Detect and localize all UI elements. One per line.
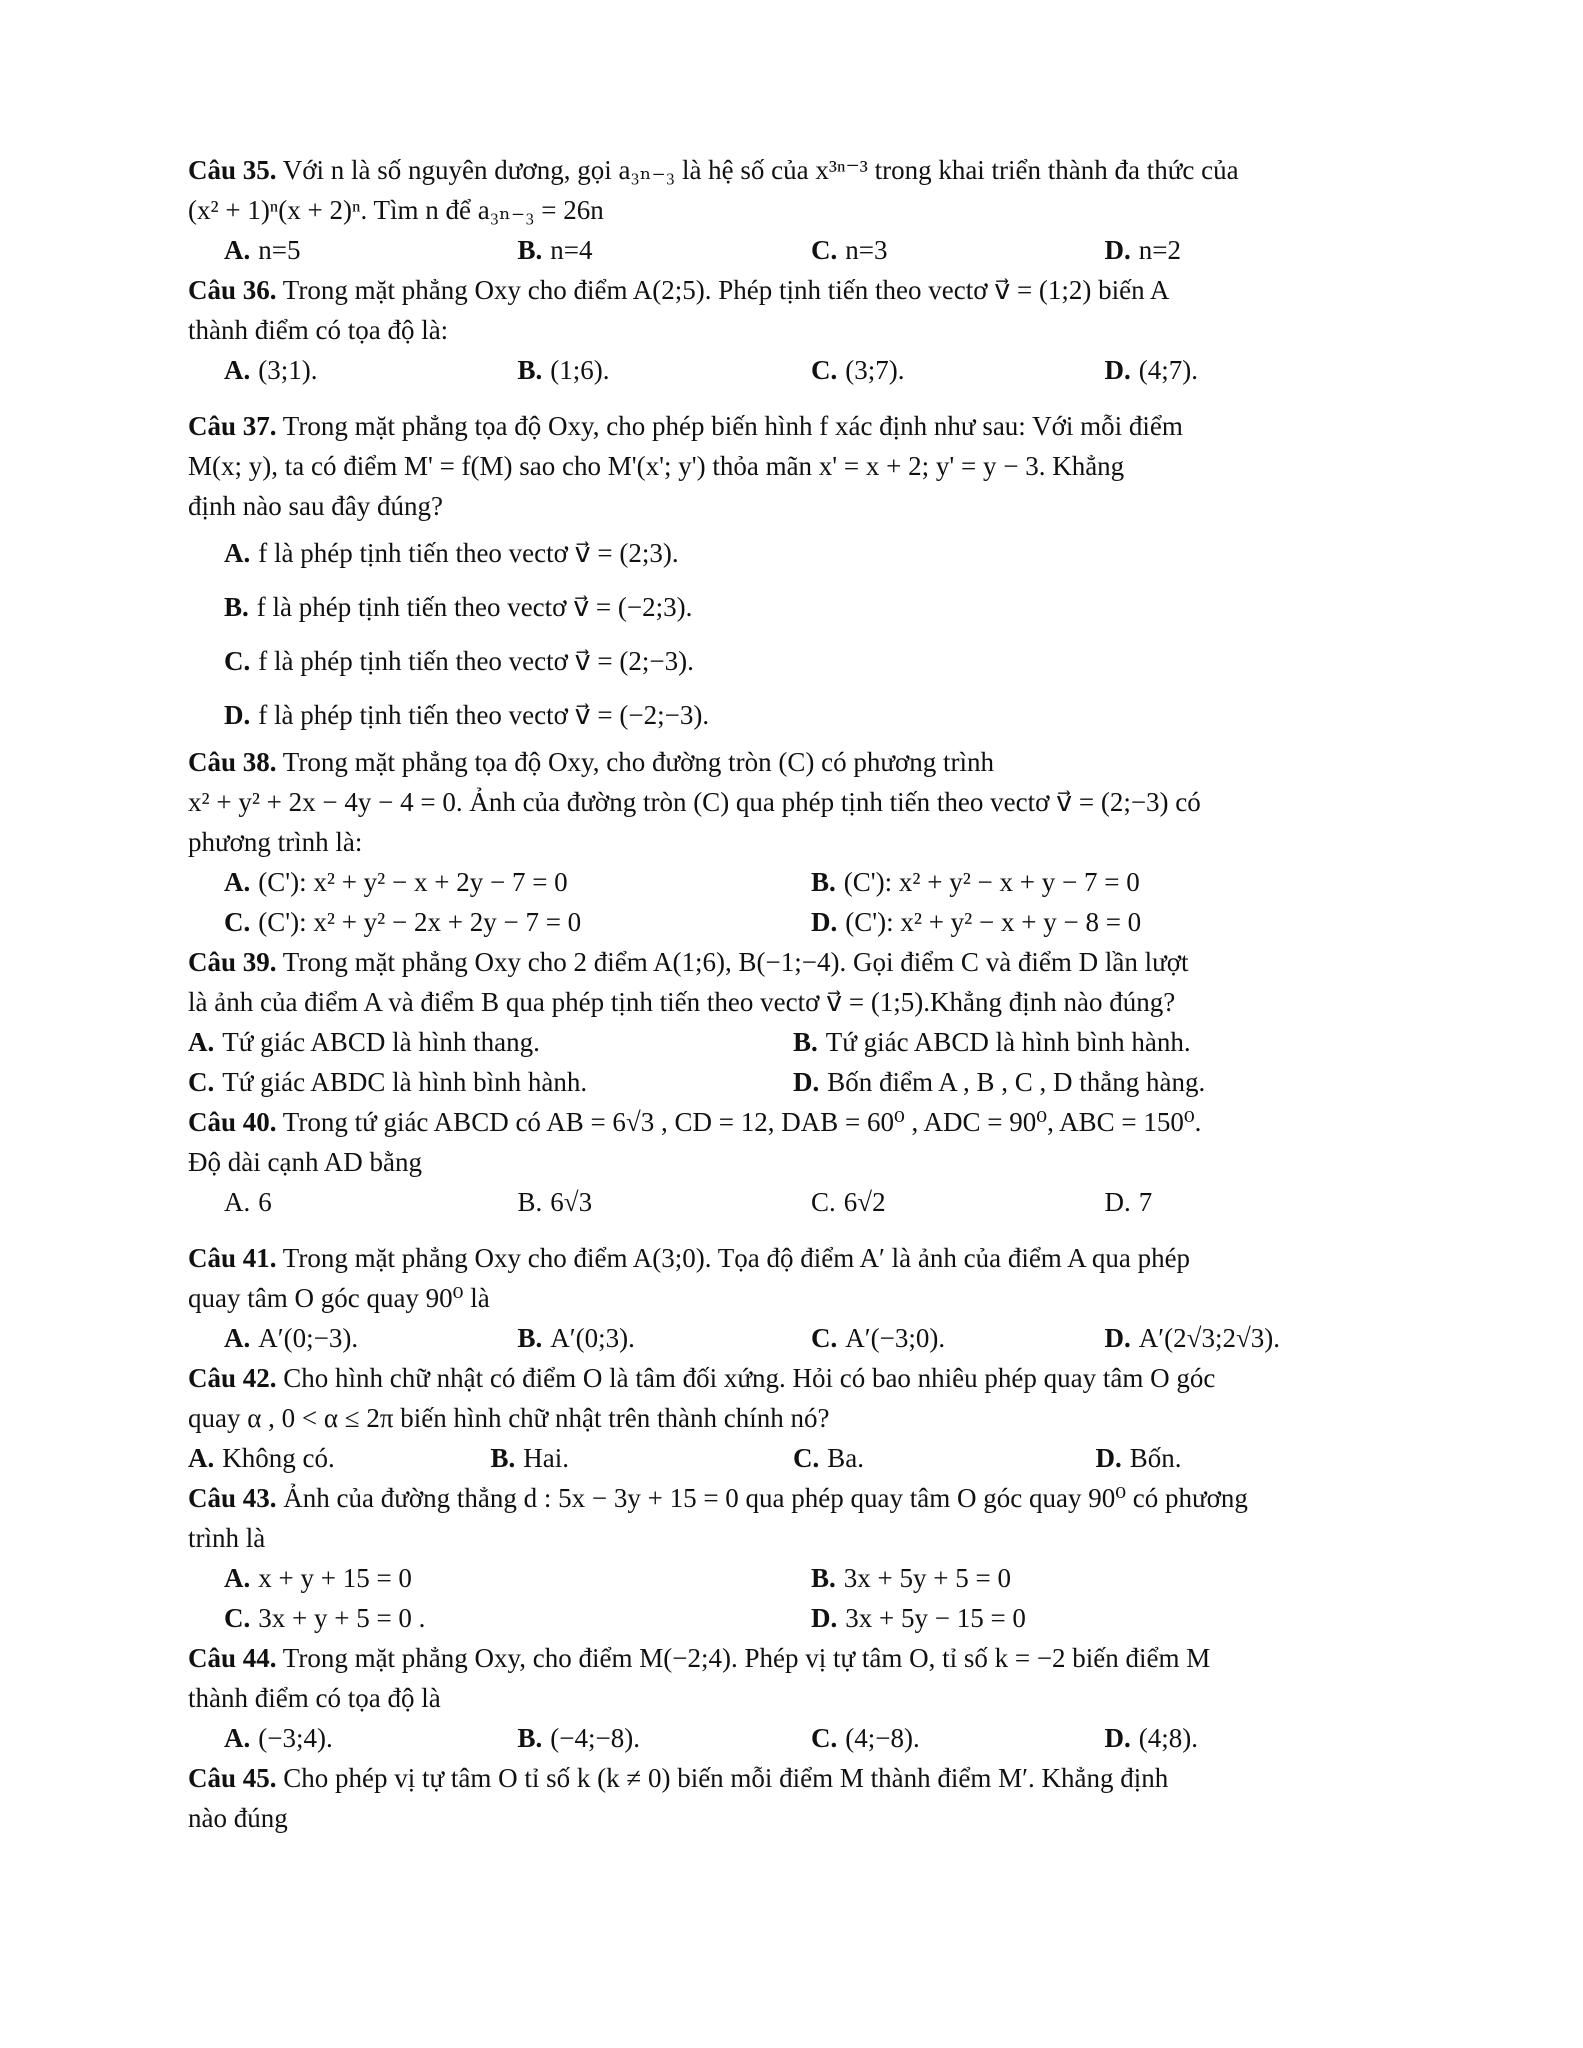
question-text-line <box>188 1102 1398 1142</box>
option-label: D. <box>1104 1187 1131 1217</box>
question-label: Câu 44. <box>188 1643 277 1673</box>
answer-option <box>811 1318 1105 1358</box>
answer-option <box>224 1558 811 1598</box>
answer-option <box>811 350 1105 390</box>
answer-option <box>224 1318 518 1358</box>
answer-option <box>793 1438 1096 1478</box>
question-label: Câu 42. <box>188 1363 277 1393</box>
spacer <box>188 390 1398 406</box>
option-label: C. <box>224 646 251 676</box>
question-text: Cho phép vị tự tâm O tỉ số k (k ≠ 0) biến mỗi điểm M thành điểm M′. Khẳng định <box>283 1763 1169 1793</box>
option-label: C. <box>224 907 251 937</box>
option-text: Bốn. <box>1129 1443 1182 1473</box>
spacer <box>188 1222 1398 1238</box>
question-label: Câu 40. <box>188 1107 277 1137</box>
option-text: Tứ giác ABCD là hình bình hành. <box>825 1027 1191 1057</box>
question-text: Trong mặt phẳng Oxy cho 2 điểm A(1;6), B(−1;−4). Gọi điểm C và điểm D lần lượt <box>282 947 1189 977</box>
answer-option <box>518 350 812 390</box>
answer-option <box>1105 1318 1399 1358</box>
option-label: B. <box>517 1187 543 1217</box>
option-text: 3x + 5y − 15 = 0 <box>845 1603 1026 1633</box>
option-text: Hai. <box>523 1443 569 1473</box>
option-label: D. <box>224 700 251 730</box>
option-label: D. <box>1104 355 1131 385</box>
question-text-line <box>188 1478 1398 1518</box>
option-text: n=2 <box>1138 235 1181 265</box>
option-label: A. <box>224 1187 251 1217</box>
answer-option <box>188 1062 793 1102</box>
question-text: Trong mặt phẳng tọa độ Oxy, cho phép biến hình f xác định như sau: Với mỗi điểm <box>282 411 1183 441</box>
answer-option <box>188 1022 793 1062</box>
answer-option <box>518 1718 812 1758</box>
option-row <box>224 526 1398 580</box>
question-text-line <box>188 1142 1398 1182</box>
question-text-line <box>188 742 1398 782</box>
answer-option <box>224 902 811 942</box>
option-label: A. <box>188 1027 215 1057</box>
question-text-line <box>188 1638 1398 1678</box>
answer-option <box>811 902 1398 942</box>
question-label: Câu 38. <box>188 747 277 777</box>
option-label: A. <box>188 1443 215 1473</box>
question-text-line <box>188 1238 1398 1278</box>
question-37 <box>188 406 1398 742</box>
question-35 <box>188 150 1398 270</box>
answer-option <box>518 230 812 270</box>
question-text-line <box>188 310 1398 350</box>
options-row <box>188 1062 1398 1102</box>
answer-option <box>1105 350 1399 390</box>
option-text: x + y + 15 = 0 <box>258 1563 412 1593</box>
option-label: B. <box>224 592 249 622</box>
answer-option <box>224 1598 811 1638</box>
question-label: Câu 45. <box>188 1763 277 1793</box>
question-text: Trong mặt phẳng Oxy cho điểm A(2;5). Phép tịnh tiến theo vectơ v⃗ = (1;2) biến A <box>282 275 1170 305</box>
option-label: B. <box>517 355 543 385</box>
question-text-line <box>188 1798 1398 1838</box>
option-text: Ba. <box>827 1443 864 1473</box>
options-row <box>188 1598 1398 1638</box>
option-text: A′(0;−3). <box>258 1323 359 1353</box>
answer-option <box>1096 1438 1399 1478</box>
answer-option <box>224 646 694 676</box>
options-row <box>188 1438 1398 1478</box>
answer-option <box>811 1718 1105 1758</box>
options-list <box>188 526 1398 742</box>
option-label: A. <box>224 1563 251 1593</box>
option-text: (−3;4). <box>258 1723 333 1753</box>
option-label: C. <box>811 1323 838 1353</box>
answer-option <box>491 1438 794 1478</box>
question-text: trình là <box>188 1523 266 1553</box>
answer-option <box>1105 1718 1399 1758</box>
question-label: Câu 41. <box>188 1243 277 1273</box>
question-text-line <box>188 270 1398 310</box>
question-36 <box>188 270 1398 390</box>
option-label: C. <box>811 1723 838 1753</box>
option-label: A. <box>224 538 251 568</box>
option-label: D. <box>1104 1723 1131 1753</box>
option-label: A. <box>224 235 251 265</box>
answer-option <box>811 1182 1105 1222</box>
option-label: D. <box>1104 1323 1131 1353</box>
question-text: quay α , 0 < α ≤ 2π biến hình chữ nhật trên thành chính nó? <box>188 1403 830 1433</box>
answer-option <box>811 230 1105 270</box>
option-text: 6 <box>258 1187 272 1217</box>
option-text: f là phép tịnh tiến theo vectơ v⃗ = (2;−3). <box>258 646 694 676</box>
option-label: C. <box>793 1443 820 1473</box>
option-text: 7 <box>1138 1187 1153 1217</box>
option-label: C. <box>188 1067 215 1097</box>
option-label: A. <box>224 1723 251 1753</box>
option-text: (C'): x² + y² − x + 2y − 7 = 0 <box>258 867 568 897</box>
option-label: C. <box>811 1187 836 1217</box>
option-text: Tứ giác ABCD là hình thang. <box>222 1027 540 1057</box>
question-text: là ảnh của điểm A và điểm B qua phép tịnh tiến theo vectơ v⃗ = (1;5).Khẳng định nào đúng? <box>188 987 1176 1017</box>
question-text-line <box>188 1758 1398 1798</box>
answer-option <box>224 230 518 270</box>
option-text: A′(2√3;2√3). <box>1138 1323 1281 1353</box>
option-text: A′(0;3). <box>550 1323 635 1353</box>
option-label: A. <box>224 1323 251 1353</box>
option-text: (3;1). <box>258 355 318 385</box>
question-text: nào đúng <box>188 1803 288 1833</box>
option-text: 6√3 <box>550 1187 593 1217</box>
option-label: B. <box>490 1443 516 1473</box>
option-text: Bốn điểm A , B , C , D thẳng hàng. <box>827 1067 1206 1097</box>
question-42 <box>188 1358 1398 1478</box>
option-label: C. <box>811 235 838 265</box>
options-row <box>188 862 1398 902</box>
answer-option <box>188 1438 491 1478</box>
option-row <box>224 580 1398 634</box>
option-label: D. <box>793 1067 820 1097</box>
options-row <box>188 1718 1398 1758</box>
question-text-line <box>188 1678 1398 1718</box>
option-label: A. <box>224 355 251 385</box>
question-text: định nào sau đây đúng? <box>188 491 443 521</box>
question-text-line <box>188 1398 1398 1438</box>
question-text: thành điểm có tọa độ là: <box>188 315 449 345</box>
question-text: (x² + 1)ⁿ(x + 2)ⁿ. Tìm n để a₃ₙ₋₃ = 26n <box>188 195 604 225</box>
option-label: B. <box>793 1027 818 1057</box>
option-text: n=4 <box>550 235 593 265</box>
question-text: quay tâm O góc quay 90⁰ là <box>188 1283 490 1313</box>
option-label: D. <box>1104 235 1131 265</box>
options-row <box>188 1022 1398 1062</box>
option-label: B. <box>811 867 836 897</box>
question-text: Cho hình chữ nhật có điểm O là tâm đối xứng. Hỏi có bao nhiêu phép quay tâm O góc <box>283 1363 1216 1393</box>
option-text: n=5 <box>258 235 301 265</box>
answer-option <box>811 862 1398 902</box>
answer-option <box>518 1182 812 1222</box>
option-text: n=3 <box>845 235 888 265</box>
question-text-line <box>188 822 1398 862</box>
option-text: A′(−3;0). <box>845 1323 946 1353</box>
option-label: A. <box>224 867 251 897</box>
option-label: C. <box>811 355 838 385</box>
options-row <box>188 1558 1398 1598</box>
answer-option <box>224 592 692 622</box>
options-row <box>188 1182 1398 1222</box>
question-text-line <box>188 190 1398 230</box>
option-text: f là phép tịnh tiến theo vectơ v⃗ = (2;3). <box>258 538 679 568</box>
question-text: Trong mặt phẳng Oxy cho điểm A(3;0). Tọa độ điểm A′ là ảnh của điểm A qua phép <box>282 1243 1191 1273</box>
question-43 <box>188 1478 1398 1638</box>
option-text: Không có. <box>222 1443 335 1473</box>
answer-option <box>224 538 679 568</box>
question-text: thành điểm có tọa độ là <box>188 1683 441 1713</box>
option-row <box>224 688 1398 742</box>
question-text: Trong tứ giác ABCD có AB = 6√3 , CD = 12, DAB = 60⁰ , ADC = 90⁰, ABC = 150⁰. <box>282 1107 1202 1137</box>
answer-option <box>1105 230 1399 270</box>
option-text: 6√2 <box>843 1187 886 1217</box>
answer-option <box>224 862 811 902</box>
question-text: Trong mặt phẳng tọa độ Oxy, cho đường tròn (C) có phương trình <box>282 747 995 777</box>
options-row <box>188 902 1398 942</box>
question-text: M(x; y), ta có điểm M' = f(M) sao cho M'(x'; y') thỏa mãn x' = x + 2; y' = y − 3. Khẳng <box>188 451 1125 481</box>
option-text: (4;−8). <box>845 1723 920 1753</box>
question-text: Ảnh của đường thẳng d : 5x − 3y + 15 = 0 qua phép quay tâm O góc quay 90⁰ có phương <box>283 1483 1248 1513</box>
question-text-line <box>188 1358 1398 1398</box>
question-text-line <box>188 150 1398 190</box>
option-label: B. <box>517 1723 543 1753</box>
option-text: (−4;−8). <box>550 1723 640 1753</box>
option-label: D. <box>811 907 838 937</box>
question-text-line <box>188 982 1398 1022</box>
answer-option <box>224 1718 518 1758</box>
question-text-line <box>188 446 1398 486</box>
question-text-line <box>188 782 1398 822</box>
question-38 <box>188 742 1398 942</box>
option-label: D. <box>811 1603 838 1633</box>
question-45 <box>188 1758 1398 1838</box>
option-row <box>224 634 1398 688</box>
question-44 <box>188 1638 1398 1758</box>
question-41 <box>188 1238 1398 1358</box>
option-text: (4;8). <box>1138 1723 1198 1753</box>
question-text: phương trình là: <box>188 827 363 857</box>
option-text: 3x + y + 5 = 0 . <box>258 1603 426 1633</box>
answer-option <box>1105 1182 1399 1222</box>
answer-option <box>224 700 709 730</box>
option-text: (1;6). <box>550 355 610 385</box>
option-label: C. <box>224 1603 251 1633</box>
options-row <box>188 350 1398 390</box>
question-text: x² + y² + 2x − 4y − 4 = 0. Ảnh của đường tròn (C) qua phép tịnh tiến theo vectơ v⃗ = (2;−3) có <box>188 787 1201 817</box>
option-text: (C'): x² + y² − x + y − 8 = 0 <box>845 907 1142 937</box>
question-list <box>188 150 1398 1838</box>
question-text-line <box>188 1278 1398 1318</box>
question-label: Câu 37. <box>188 411 277 441</box>
option-text: f là phép tịnh tiến theo vectơ v⃗ = (−2;−3). <box>258 700 710 730</box>
question-text: Với n là số nguyên dương, gọi a₃ₙ₋₃ là hệ số của x³ⁿ⁻³ trong khai triển thành đa thức của <box>282 155 1239 185</box>
option-text: f là phép tịnh tiến theo vectơ v⃗ = (−2;3). <box>256 592 693 622</box>
question-label: Câu 35. <box>188 155 277 185</box>
question-40 <box>188 1102 1398 1222</box>
question-39 <box>188 942 1398 1102</box>
question-text-line <box>188 942 1398 982</box>
option-label: B. <box>517 235 543 265</box>
answer-option <box>224 1182 518 1222</box>
answer-option <box>793 1062 1398 1102</box>
option-text: (3;7). <box>845 355 905 385</box>
question-text: Độ dài cạnh AD bằng <box>188 1147 422 1177</box>
question-text: Trong mặt phẳng Oxy, cho điểm M(−2;4). Phép vị tự tâm O, tỉ số k = −2 biến điểm M <box>282 1643 1211 1673</box>
answer-option <box>811 1558 1398 1598</box>
option-text: Tứ giác ABDC là hình bình hành. <box>222 1067 588 1097</box>
option-text: (4;7). <box>1138 355 1198 385</box>
option-text: 3x + 5y + 5 = 0 <box>843 1563 1011 1593</box>
question-label: Câu 43. <box>188 1483 277 1513</box>
question-text-line <box>188 486 1398 526</box>
question-label: Câu 36. <box>188 275 277 305</box>
option-text: (C'): x² + y² − x + y − 7 = 0 <box>843 867 1140 897</box>
question-text-line <box>188 406 1398 446</box>
option-label: B. <box>517 1323 543 1353</box>
answer-option <box>518 1318 812 1358</box>
option-label: D. <box>1095 1443 1122 1473</box>
answer-option <box>793 1022 1398 1062</box>
answer-option <box>811 1598 1398 1638</box>
option-text: (C'): x² + y² − 2x + 2y − 7 = 0 <box>258 907 582 937</box>
question-label: Câu 39. <box>188 947 277 977</box>
options-row <box>188 1318 1398 1358</box>
options-row <box>188 230 1398 270</box>
answer-option <box>224 350 518 390</box>
option-label: B. <box>811 1563 836 1593</box>
question-text-line <box>188 1518 1398 1558</box>
